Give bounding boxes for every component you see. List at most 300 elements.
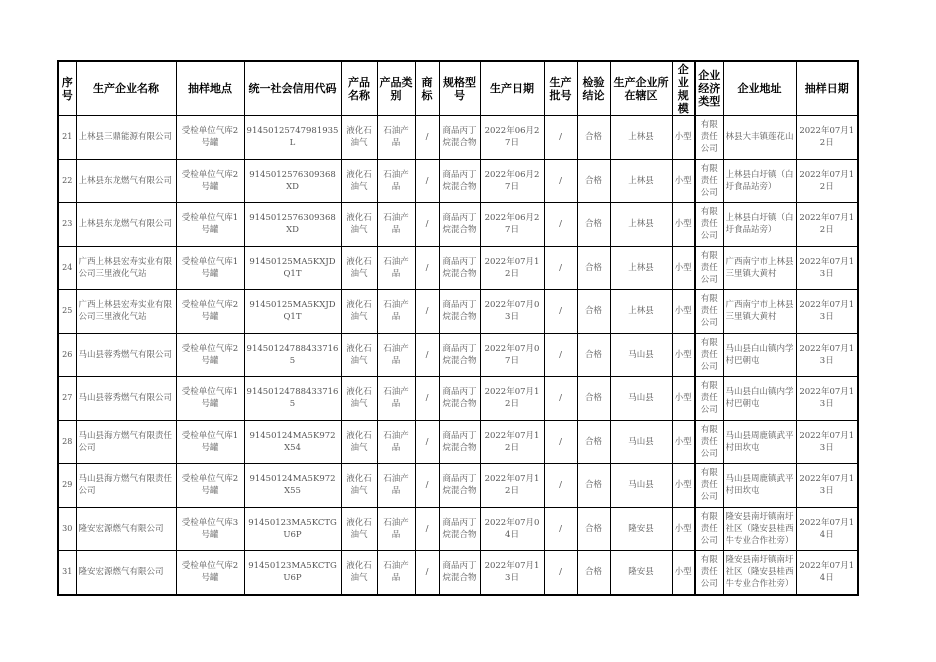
- cell-specification: [439, 507, 480, 551]
- cell-product-category: [377, 464, 415, 508]
- cell-product-category: [377, 116, 415, 160]
- cell-text: 商品丙丁烷混合物: [442, 213, 477, 236]
- cell-text: 液化石油气: [346, 300, 372, 323]
- cell-product-category: [377, 551, 415, 595]
- cell-company-name: [76, 507, 176, 551]
- cell-specification: [439, 551, 480, 595]
- cell-text: 30: [62, 523, 73, 533]
- cell-company-name: [76, 333, 176, 377]
- cell-text: /: [425, 132, 429, 143]
- cell-text: 2022年07月14日: [799, 561, 855, 584]
- cell-text: 液化石油气: [346, 387, 372, 410]
- cell-company-scale: [672, 551, 695, 595]
- cell-text: 液化石油气: [346, 213, 372, 236]
- cell-batch-number: [544, 507, 577, 551]
- cell-production-date: [480, 420, 544, 464]
- cell-district: [610, 116, 672, 160]
- cell-conclusion: [577, 377, 610, 421]
- cell-text: 马山县海方燃气有限责任公司: [78, 430, 173, 453]
- cell-economic-type: [695, 377, 723, 421]
- cell-text: 上林县: [628, 306, 654, 317]
- cell-text: 马山县白山镇内学村巴朝屯: [725, 387, 794, 410]
- cell-company-scale: [672, 420, 695, 464]
- cell-text: 隆安县: [628, 567, 654, 578]
- cell-district: [610, 333, 672, 377]
- cell-company-name: [76, 290, 176, 334]
- cell-text: 小型: [674, 132, 692, 143]
- cell-text: 2022年07月07日: [484, 343, 540, 366]
- cell-text: 隆安县南圩镇南圩社区（隆安县桂西牛专业合作社旁）: [725, 555, 794, 590]
- cell-text: /: [559, 132, 562, 143]
- cell-credit-code: [244, 420, 341, 464]
- cell-text: 2022年07月13日: [799, 256, 855, 279]
- cell-batch-number: [544, 159, 577, 203]
- cell-text: /: [559, 436, 562, 447]
- cell-seq: [58, 246, 76, 290]
- cell-company-scale: [672, 464, 695, 508]
- cell-district: [610, 377, 672, 421]
- header-seq: 序号: [58, 61, 76, 116]
- cell-trademark: [415, 377, 439, 421]
- cell-text: 有限责任公司: [700, 163, 718, 198]
- cell-specification: [439, 377, 480, 421]
- table-row: [58, 246, 858, 290]
- cell-text: 24: [62, 262, 73, 272]
- cell-text: 22: [62, 175, 73, 185]
- cell-product-name: [341, 464, 377, 508]
- cell-text: 液化石油气: [346, 430, 372, 453]
- cell-production-date: [480, 290, 544, 334]
- table-row: [58, 507, 858, 551]
- cell-text: 隆安县: [628, 523, 654, 534]
- cell-text: 2022年07月13日: [799, 343, 855, 366]
- cell-text: 91450125MA5KXJDQ1T: [249, 256, 336, 279]
- cell-text: 上林县东龙燃气有限公司: [78, 219, 173, 230]
- cell-text: 上林县: [628, 175, 654, 186]
- header-sampling-date: 抽样日期: [796, 61, 858, 116]
- cell-text: 马山县海方燃气有限责任公司: [78, 474, 173, 497]
- cell-production-date: [480, 203, 544, 247]
- cell-text: 小型: [674, 436, 692, 447]
- cell-company-name: [76, 116, 176, 160]
- cell-conclusion: [577, 116, 610, 160]
- cell-credit-code: [244, 116, 341, 160]
- cell-district: [610, 551, 672, 595]
- cell-company-name: [76, 203, 176, 247]
- cell-trademark: [415, 420, 439, 464]
- cell-text: 石油产品: [383, 169, 409, 192]
- cell-economic-type: [695, 333, 723, 377]
- cell-sampling-date: [796, 203, 858, 247]
- cell-product-category: [377, 333, 415, 377]
- cell-text: 914501257630936​8XD: [249, 169, 336, 192]
- cell-text: 马山县蓉秀燃气有限公司: [78, 349, 173, 360]
- header-batch-number: 生产批号: [544, 61, 577, 116]
- cell-seq: [58, 551, 76, 595]
- cell-product-name: [341, 551, 377, 595]
- cell-text: 2022年06月27日: [484, 126, 540, 149]
- cell-economic-type: [695, 159, 723, 203]
- cell-text: 商品丙丁烷混合物: [442, 256, 477, 279]
- cell-text: 林县大丰镇莲花山: [725, 132, 794, 143]
- cell-conclusion: [577, 551, 610, 595]
- cell-company-address: [723, 464, 796, 508]
- header-company-scale: 企业规模: [672, 61, 695, 116]
- cell-credit-code: [244, 246, 341, 290]
- cell-credit-code: [244, 290, 341, 334]
- cell-text: 石油产品: [383, 256, 409, 279]
- cell-district: [610, 246, 672, 290]
- cell-company-name: [76, 159, 176, 203]
- cell-text: 马山县: [628, 393, 654, 404]
- cell-conclusion: [577, 203, 610, 247]
- cell-sampling-location: [176, 203, 244, 247]
- cell-company-scale: [672, 507, 695, 551]
- cell-sampling-date: [796, 551, 858, 595]
- cell-text: 9145012576309368XD: [249, 213, 336, 236]
- cell-text: 2022年07月12日: [799, 169, 855, 192]
- cell-production-date: [480, 246, 544, 290]
- cell-product-category: [377, 159, 415, 203]
- cell-text: 有限责任公司: [700, 294, 718, 329]
- cell-text: 上林县东龙燃气有限公司: [78, 175, 173, 186]
- cell-text: 石油产品: [383, 474, 409, 497]
- cell-sampling-location: [176, 464, 244, 508]
- cell-text: /: [559, 393, 562, 404]
- table-row: [58, 203, 858, 247]
- header-specification: 规格型号: [439, 61, 480, 116]
- cell-text: 商品丙丁烷混合物: [442, 387, 477, 410]
- cell-text: 马山县: [628, 436, 654, 447]
- cell-text: /: [559, 175, 562, 186]
- cell-text: 2022年07月12日: [799, 213, 855, 236]
- header-row: [58, 61, 858, 116]
- cell-text: 有限责任公司: [700, 207, 718, 242]
- cell-seq: [58, 377, 76, 421]
- cell-text: 有限责任公司: [700, 337, 718, 372]
- cell-sampling-date: [796, 507, 858, 551]
- cell-conclusion: [577, 290, 610, 334]
- cell-text: 91450125MA5KXJDQ1T: [249, 300, 336, 323]
- cell-text: /: [425, 480, 429, 491]
- cell-conclusion: [577, 246, 610, 290]
- table-row: [58, 420, 858, 464]
- cell-district: [610, 290, 672, 334]
- header-product-name: 产品名称: [341, 61, 377, 116]
- cell-credit-code: [244, 159, 341, 203]
- cell-text: 上林县白圩镇（白圩食品站旁）: [725, 213, 794, 236]
- cell-credit-code: [244, 551, 341, 595]
- cell-sampling-location: [176, 333, 244, 377]
- cell-district: [610, 203, 672, 247]
- cell-company-address: [723, 333, 796, 377]
- cell-text: 2022年07月14日: [799, 517, 855, 540]
- cell-seq: [58, 116, 76, 160]
- cell-economic-type: [695, 116, 723, 160]
- header-economic-type: 企业经济类型: [695, 61, 723, 116]
- cell-text: /: [425, 175, 429, 186]
- cell-sampling-date: [796, 116, 858, 160]
- cell-text: 马山县周鹿镇武平村田坎屯: [725, 474, 794, 497]
- cell-sampling-date: [796, 464, 858, 508]
- header-conclusion: 检验结论: [577, 61, 610, 116]
- cell-credit-code: [244, 333, 341, 377]
- cell-text: 石油产品: [383, 561, 409, 584]
- cell-batch-number: [544, 246, 577, 290]
- cell-seq: [58, 159, 76, 203]
- cell-product-category: [377, 377, 415, 421]
- cell-economic-type: [695, 290, 723, 334]
- cell-batch-number: [544, 551, 577, 595]
- cell-text: 2022年07月12日: [484, 256, 540, 279]
- cell-conclusion: [577, 464, 610, 508]
- cell-trademark: [415, 333, 439, 377]
- cell-sampling-location: [176, 507, 244, 551]
- cell-sampling-location: [176, 551, 244, 595]
- cell-text: 小型: [674, 175, 692, 186]
- table-row: [58, 377, 858, 421]
- cell-conclusion: [577, 159, 610, 203]
- cell-text: 隆安县南圩镇南圩社区（隆安县桂西牛专业合作社旁）: [725, 511, 794, 546]
- cell-district: [610, 464, 672, 508]
- cell-text: 液化石油气: [346, 169, 372, 192]
- cell-company-address: [723, 116, 796, 160]
- cell-economic-type: [695, 507, 723, 551]
- cell-conclusion: [577, 333, 610, 377]
- cell-company-scale: [672, 116, 695, 160]
- cell-production-date: [480, 507, 544, 551]
- cell-text: 受检单位气库2号罐: [181, 300, 239, 323]
- cell-text: 91450123MA5KCTGU6P: [248, 561, 337, 584]
- cell-text: /: [425, 306, 429, 317]
- cell-batch-number: [544, 333, 577, 377]
- cell-sampling-date: [796, 377, 858, 421]
- cell-trademark: [415, 464, 439, 508]
- cell-product-name: [341, 420, 377, 464]
- cell-sampling-date: [796, 333, 858, 377]
- cell-text: 91450124MA5K972X55: [249, 474, 336, 497]
- cell-text: 上林县三鼎能源有限公司: [78, 132, 173, 143]
- cell-text: 2022年06月27日: [484, 169, 540, 192]
- cell-text: 2022年07月13日: [799, 300, 855, 323]
- cell-specification: [439, 203, 480, 247]
- cell-text: 受检单位气库2号罐: [181, 126, 239, 149]
- cell-production-date: [480, 159, 544, 203]
- cell-company-address: [723, 420, 796, 464]
- cell-text: 液化石油气: [346, 343, 372, 366]
- cell-sampling-location: [176, 246, 244, 290]
- cell-sampling-location: [176, 116, 244, 160]
- cell-text: 合格: [584, 262, 602, 273]
- cell-sampling-date: [796, 290, 858, 334]
- cell-text: 隆安宏源燃气有限公司: [78, 523, 164, 534]
- header-district: 生产企业所在辖区: [610, 61, 672, 116]
- cell-text: 31: [62, 567, 73, 577]
- cell-production-date: [480, 116, 544, 160]
- cell-text: 受检单位气库3号罐: [181, 517, 239, 540]
- cell-sampling-location: [176, 290, 244, 334]
- cell-text: 石油产品: [383, 387, 409, 410]
- cell-text: /: [425, 567, 429, 578]
- cell-text: 受检单位气库1号罐: [181, 256, 239, 279]
- cell-text: 小型: [674, 219, 692, 230]
- cell-batch-number: [544, 377, 577, 421]
- cell-company-address: [723, 551, 796, 595]
- cell-text: 受检单位气库2号罐: [181, 343, 239, 366]
- cell-company-address: [723, 290, 796, 334]
- cell-product-name: [341, 116, 377, 160]
- cell-text: 25: [62, 306, 73, 316]
- cell-sampling-date: [796, 246, 858, 290]
- cell-text: 石油产品: [383, 126, 409, 149]
- cell-batch-number: [544, 116, 577, 160]
- cell-company-scale: [672, 333, 695, 377]
- cell-batch-number: [544, 420, 577, 464]
- cell-text: 2022年07月13日: [799, 474, 855, 497]
- cell-conclusion: [577, 420, 610, 464]
- cell-text: 马山县蓉秀燃气有限公司: [78, 393, 173, 404]
- cell-text: 受检单位气库1号罐: [181, 213, 239, 236]
- cell-text: 广西上林县宏寿实业有限公司三里液化气站: [78, 300, 173, 323]
- cell-specification: [439, 333, 480, 377]
- table-row: [58, 159, 858, 203]
- cell-district: [610, 420, 672, 464]
- cell-production-date: [480, 551, 544, 595]
- cell-text: 液化石油气: [346, 474, 372, 497]
- cell-text: 商品丙丁烷混合物: [442, 430, 477, 453]
- cell-text: /: [425, 349, 429, 360]
- cell-text: 有限责任公司: [700, 250, 718, 285]
- cell-text: /: [559, 523, 562, 534]
- cell-text: 有限责任公司: [700, 511, 718, 546]
- cell-batch-number: [544, 290, 577, 334]
- cell-specification: [439, 290, 480, 334]
- cell-text: 上林县: [628, 219, 654, 230]
- cell-text: 23: [62, 219, 73, 229]
- header-product-category: 产品类别: [377, 61, 415, 116]
- cell-production-date: [480, 464, 544, 508]
- cell-text: 广西上林县宏寿实业有限公司三里液化气站: [78, 256, 173, 279]
- cell-text: 小型: [674, 567, 692, 578]
- cell-seq: [58, 290, 76, 334]
- cell-text: /: [425, 523, 429, 534]
- cell-batch-number: [544, 464, 577, 508]
- cell-text: 受检单位气库2号罐: [181, 561, 239, 584]
- table-row: [58, 116, 858, 160]
- cell-product-category: [377, 507, 415, 551]
- table-row: [58, 464, 858, 508]
- cell-text: 27: [62, 393, 73, 403]
- cell-economic-type: [695, 420, 723, 464]
- cell-product-name: [341, 507, 377, 551]
- cell-sampling-location: [176, 420, 244, 464]
- cell-text: 商品丙丁烷混合物: [442, 474, 477, 497]
- cell-text: 石油产品: [383, 430, 409, 453]
- cell-text: 马山县: [628, 480, 654, 491]
- cell-product-name: [341, 377, 377, 421]
- cell-text: 有限责任公司: [700, 381, 718, 416]
- cell-text: 2022年07月12日: [484, 387, 540, 410]
- cell-product-name: [341, 246, 377, 290]
- cell-text: 小型: [674, 523, 692, 534]
- cell-credit-code: [244, 464, 341, 508]
- cell-text: 受检单位气库2号罐: [181, 474, 239, 497]
- cell-trademark: [415, 159, 439, 203]
- cell-text: 2022年06月27日: [484, 213, 540, 236]
- cell-seq: [58, 333, 76, 377]
- cell-text: 合格: [584, 132, 602, 143]
- cell-text: 上林县: [628, 262, 654, 273]
- cell-text: 广西南宁市上林县三里镇大黄村: [725, 256, 794, 279]
- cell-text: /: [425, 262, 429, 273]
- header-production-date: 生产日期: [480, 61, 544, 116]
- cell-text: 914501247884337165: [246, 343, 339, 366]
- cell-specification: [439, 420, 480, 464]
- cell-text: 合格: [584, 349, 602, 360]
- cell-text: 商品丙丁烷混合物: [442, 343, 477, 366]
- cell-text: 91450124MA5K972X54: [249, 430, 336, 453]
- cell-credit-code: [244, 507, 341, 551]
- cell-text: 商品丙丁烷混合物: [442, 300, 477, 323]
- cell-text: 2022年07月12日: [484, 474, 540, 497]
- cell-text: 91450123MA5KCTGU6P: [248, 517, 337, 540]
- cell-text: 21: [62, 132, 73, 142]
- cell-text: 受检单位气库2号罐: [181, 169, 239, 192]
- cell-company-scale: [672, 290, 695, 334]
- cell-text: 28: [62, 436, 73, 446]
- cell-text: /: [559, 567, 562, 578]
- cell-trademark: [415, 551, 439, 595]
- cell-company-name: [76, 551, 176, 595]
- cell-company-name: [76, 464, 176, 508]
- cell-text: 合格: [584, 306, 602, 317]
- inspection-results-table: [57, 60, 859, 596]
- cell-company-name: [76, 246, 176, 290]
- cell-text: 商品丙丁烷混合物: [442, 561, 477, 584]
- cell-text: /: [559, 262, 562, 273]
- cell-text: 商品丙丁烷混合物: [442, 126, 477, 149]
- cell-specification: [439, 464, 480, 508]
- cell-text: 马山县白山镇内学村巴朝屯: [725, 343, 794, 366]
- cell-seq: [58, 507, 76, 551]
- cell-district: [610, 507, 672, 551]
- cell-text: 有限责任公司: [700, 424, 718, 459]
- cell-text: 小型: [674, 306, 692, 317]
- cell-text: 合格: [584, 436, 602, 447]
- cell-text: 马山县: [628, 349, 654, 360]
- cell-batch-number: [544, 203, 577, 247]
- cell-text: 2022年07月12日: [799, 126, 855, 149]
- cell-text: 小型: [674, 393, 692, 404]
- cell-text: 液化石油气: [346, 256, 372, 279]
- table-row: [58, 551, 858, 595]
- cell-text: 26: [62, 349, 73, 359]
- cell-trademark: [415, 203, 439, 247]
- cell-sampling-date: [796, 420, 858, 464]
- cell-text: 合格: [584, 219, 602, 230]
- cell-company-name: [76, 420, 176, 464]
- cell-specification: [439, 246, 480, 290]
- cell-specification: [439, 116, 480, 160]
- cell-company-name: [76, 377, 176, 421]
- cell-product-name: [341, 290, 377, 334]
- cell-text: 2022年07月12日: [484, 430, 540, 453]
- cell-text: 石油产品: [383, 213, 409, 236]
- cell-text: 小型: [674, 349, 692, 360]
- cell-product-category: [377, 246, 415, 290]
- table-row: [58, 290, 858, 334]
- table-row: [58, 333, 858, 377]
